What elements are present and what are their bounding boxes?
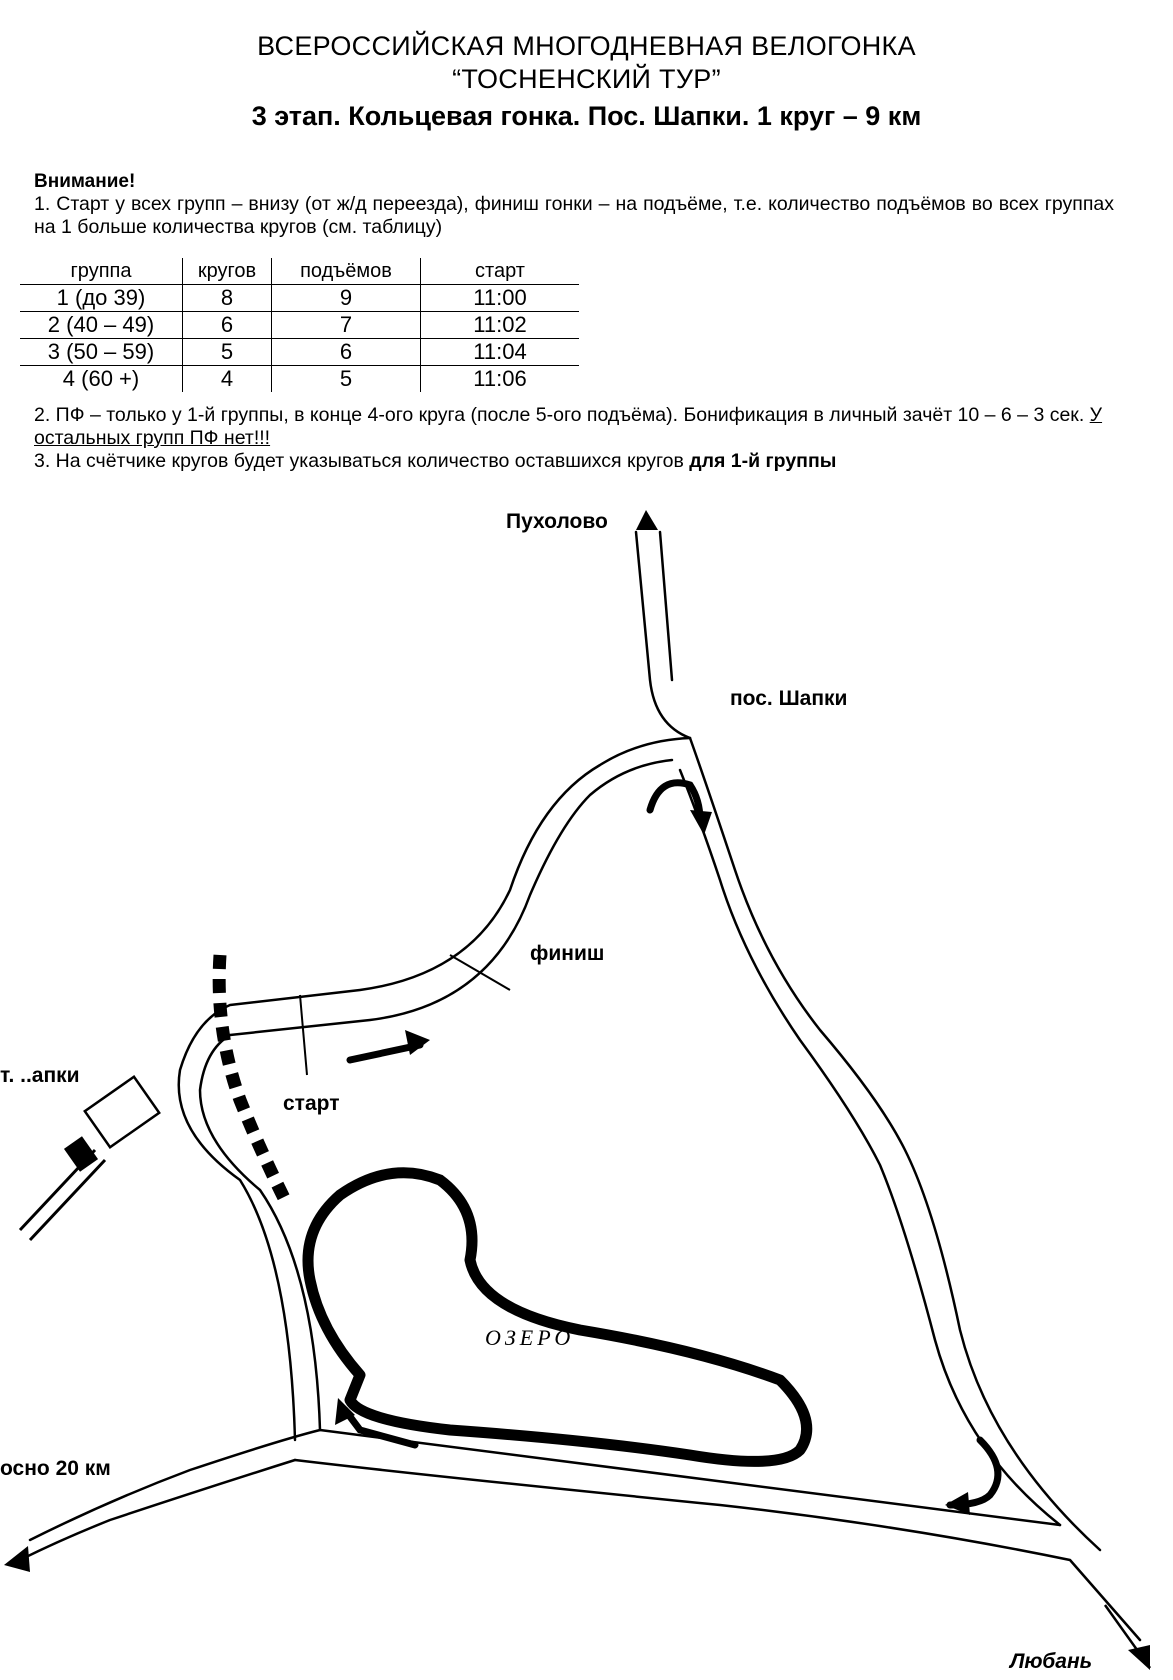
column-header: подъёмов bbox=[272, 258, 421, 285]
page-title: ВСЕРОССИЙСКАЯ МНОГОДНЕВНАЯ ВЕЛОГОНКА bbox=[257, 31, 916, 61]
road-loop-east-outer bbox=[690, 738, 1100, 1550]
station-building bbox=[20, 1077, 159, 1240]
finish-line bbox=[450, 955, 510, 990]
direction-arrows bbox=[335, 783, 998, 1515]
label-pukholovo: Пухолово bbox=[506, 510, 608, 533]
note-item-2-text: 2. ПФ – только у 1-й группы, в конце 4-ого круга (после 5-ого подъёма). Бонификация в личный зачёт 10 – 6 – 3 сек. bbox=[34, 404, 1090, 426]
table-cell: 11:02 bbox=[421, 312, 580, 339]
table-cell: 5 bbox=[272, 366, 421, 393]
table-cell: 8 bbox=[183, 285, 272, 312]
table-cell: 6 bbox=[183, 312, 272, 339]
railway-track bbox=[219, 955, 285, 1200]
roads bbox=[20, 532, 1140, 1640]
table-cell: 2 (40 – 49) bbox=[20, 312, 183, 339]
label-station: т. ..апки bbox=[0, 1064, 80, 1087]
stage-subtitle: 3 этап. Кольцевая гонка. Пос. Шапки. 1 круг – 9 км bbox=[251, 101, 922, 131]
southeast-arrow-icon bbox=[1128, 1645, 1150, 1670]
road-south-inner bbox=[320, 1430, 1060, 1525]
label-southeast-road: Любань bbox=[1010, 1650, 1093, 1673]
table-cell: 4 bbox=[183, 366, 272, 393]
table-cell: 6 bbox=[272, 339, 421, 366]
table-cell: 7 bbox=[272, 312, 421, 339]
label-finish: финиш bbox=[530, 942, 605, 965]
road-north-right bbox=[660, 532, 672, 680]
table-cell: 11:06 bbox=[421, 366, 580, 393]
road-end-arrows bbox=[4, 510, 1150, 1670]
note-item-3-text: 3. На счётчике кругов будет указываться количество оставшихся кругов bbox=[34, 450, 690, 472]
road-loop-east-inner bbox=[680, 770, 1060, 1525]
table-cell: 4 (60 +) bbox=[62, 366, 140, 391]
table-cell: 3 (50 – 59) bbox=[20, 339, 183, 366]
note-item-1: 1. Старт у всех групп – внизу (от ж/д переезда), финиш гонки – на подъёме, т.е. количество подъёмов во всех группах на 1 больше количества кругов (см. таблицу) bbox=[34, 193, 1114, 238]
attention-heading: Внимание! bbox=[34, 171, 136, 192]
road-south-upper bbox=[30, 1430, 320, 1540]
race-name: “ТОСНЕНСКИЙ ТУР” bbox=[452, 64, 721, 94]
table-cell: 1 (до 39) bbox=[20, 285, 183, 312]
north-arrow-icon bbox=[636, 510, 658, 530]
start-line bbox=[300, 995, 307, 1075]
column-header: старт bbox=[421, 258, 580, 285]
note-item-3-emphasis: для 1-й группы bbox=[689, 450, 837, 472]
label-southwest-road: осно 20 км bbox=[0, 1457, 111, 1480]
southwest-arrow-icon bbox=[4, 1546, 30, 1572]
column-header: кругов bbox=[183, 258, 272, 285]
table-cell: 9 bbox=[272, 285, 421, 312]
label-lake: ОЗЕРО bbox=[485, 1325, 575, 1350]
table-cell: 11:00 bbox=[421, 285, 580, 312]
table-cell: 5 bbox=[183, 339, 272, 366]
road-south-lower bbox=[295, 1460, 1140, 1640]
label-start: старт bbox=[283, 1092, 340, 1115]
lake-shore bbox=[308, 1173, 807, 1462]
note-item-2-emphasis: У остальных групп ПФ нет!!! bbox=[34, 404, 1103, 449]
label-village: пос. Шапки bbox=[730, 687, 848, 710]
arrow-southeast bbox=[950, 1440, 998, 1505]
column-header: группа bbox=[20, 258, 183, 285]
table-cell: 11:04 bbox=[421, 339, 580, 366]
